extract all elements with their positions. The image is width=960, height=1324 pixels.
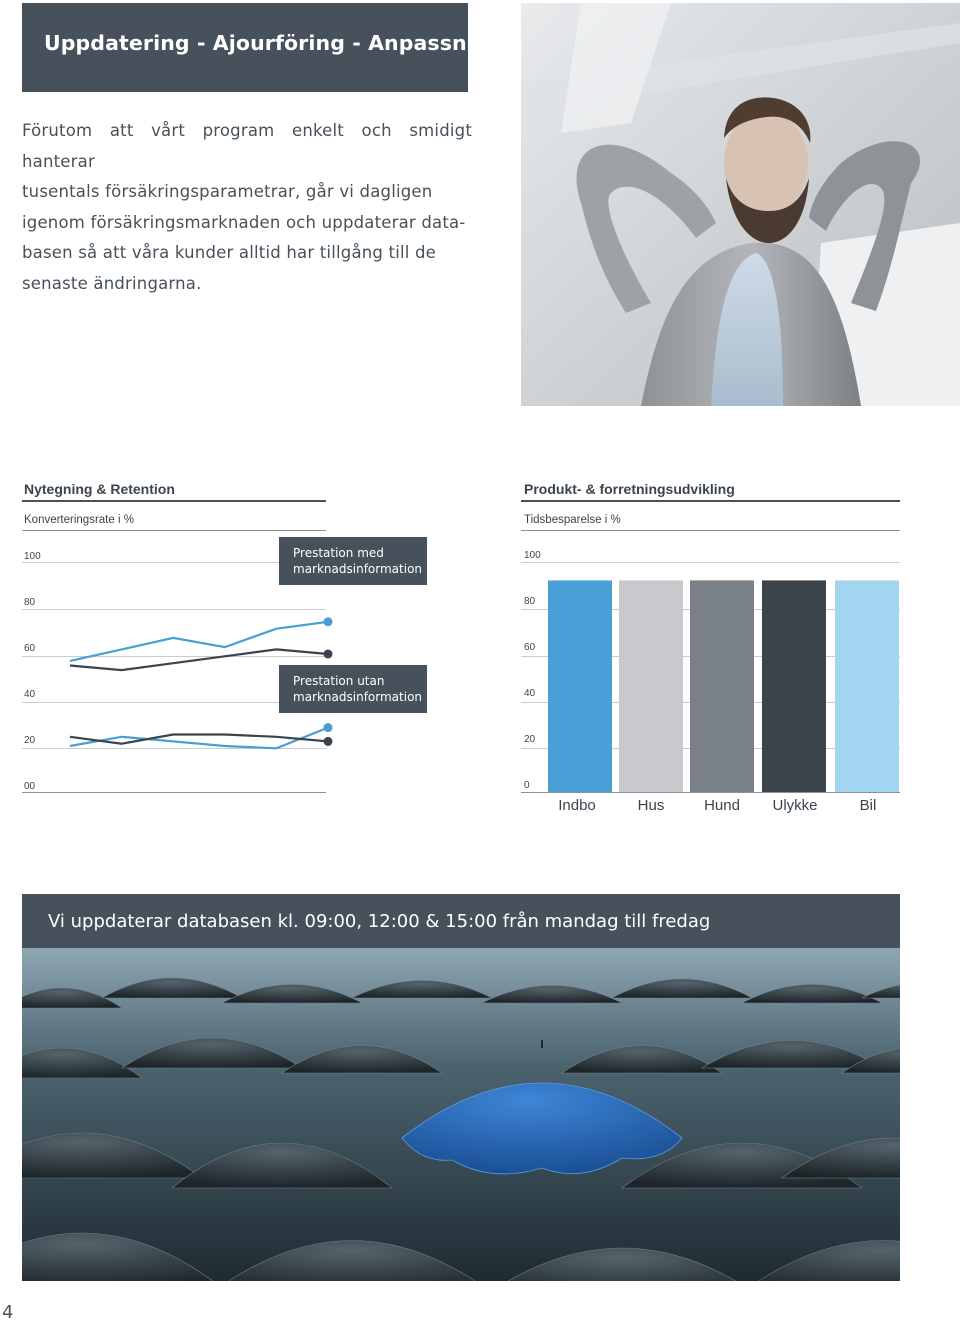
- bar-category-label: Ulykke: [772, 797, 818, 814]
- intro-line: Förutom att vårt program enkelt och smidigt hanterar: [22, 121, 472, 171]
- legend-line: marknadsinformation: [293, 562, 423, 576]
- bar-ytick: 0: [524, 780, 530, 791]
- legend-line: marknadsinformation: [293, 690, 423, 704]
- page-number: 4: [2, 1302, 14, 1323]
- bar-ytick: 100: [524, 550, 541, 561]
- bar-ytick: 80: [524, 596, 536, 607]
- legend-line: Prestation med: [293, 546, 384, 560]
- line-chart-title: Nytegning & Retention: [24, 481, 175, 497]
- update-schedule-banner: [22, 894, 900, 948]
- bar-ytick: 40: [524, 688, 536, 699]
- intro-line: senaste ändringarna.: [22, 273, 202, 293]
- bar-category-label: Indbo: [558, 797, 596, 814]
- line-ytick: 60: [24, 643, 36, 654]
- umbrellas-illustration: [22, 948, 900, 1281]
- bar-ulykke: [762, 580, 826, 792]
- bar-chart-ylabel: Tidsbesparelse i %: [524, 514, 621, 526]
- bar-ytick: 60: [524, 642, 536, 653]
- legend-line: Prestation utan: [293, 674, 385, 688]
- bar-hund: [690, 580, 754, 792]
- line-ytick: 80: [24, 597, 36, 608]
- bar-bil: [835, 580, 899, 792]
- intro-line: tusentals försäkringsparametrar, går vi dagligen: [22, 182, 433, 201]
- intro-line: basen så att våra kunder alltid har tillgång till de: [22, 243, 437, 262]
- umbrellas-photo: [22, 948, 900, 1281]
- line-ytick: 40: [24, 689, 36, 700]
- line-ytick: 20: [24, 735, 36, 746]
- bar-category-label: Hus: [637, 797, 665, 814]
- bar-category-label: Hund: [704, 797, 740, 814]
- line-ytick: 100: [24, 551, 41, 562]
- line-ytick: 00: [24, 781, 36, 792]
- bar-chart-title: Produkt- & forretningsudvikling: [524, 481, 735, 497]
- bar-hus: [619, 580, 683, 792]
- bar-ytick: 20: [524, 734, 536, 745]
- bar-category-label: Bil: [859, 797, 877, 814]
- update-schedule-text: Vi uppdaterar databasen kl. 09:00, 12:00 & 15:00 från mandag till fredag: [48, 911, 711, 932]
- section-title: Uppdatering - Ajourföring - Anpassning: [44, 31, 504, 55]
- bar-indbo: [548, 580, 612, 792]
- line-chart-ylabel: Konverteringsrate i %: [24, 514, 134, 526]
- intro-line: igenom försäkringsmarknaden och uppdaterar data-: [22, 212, 466, 232]
